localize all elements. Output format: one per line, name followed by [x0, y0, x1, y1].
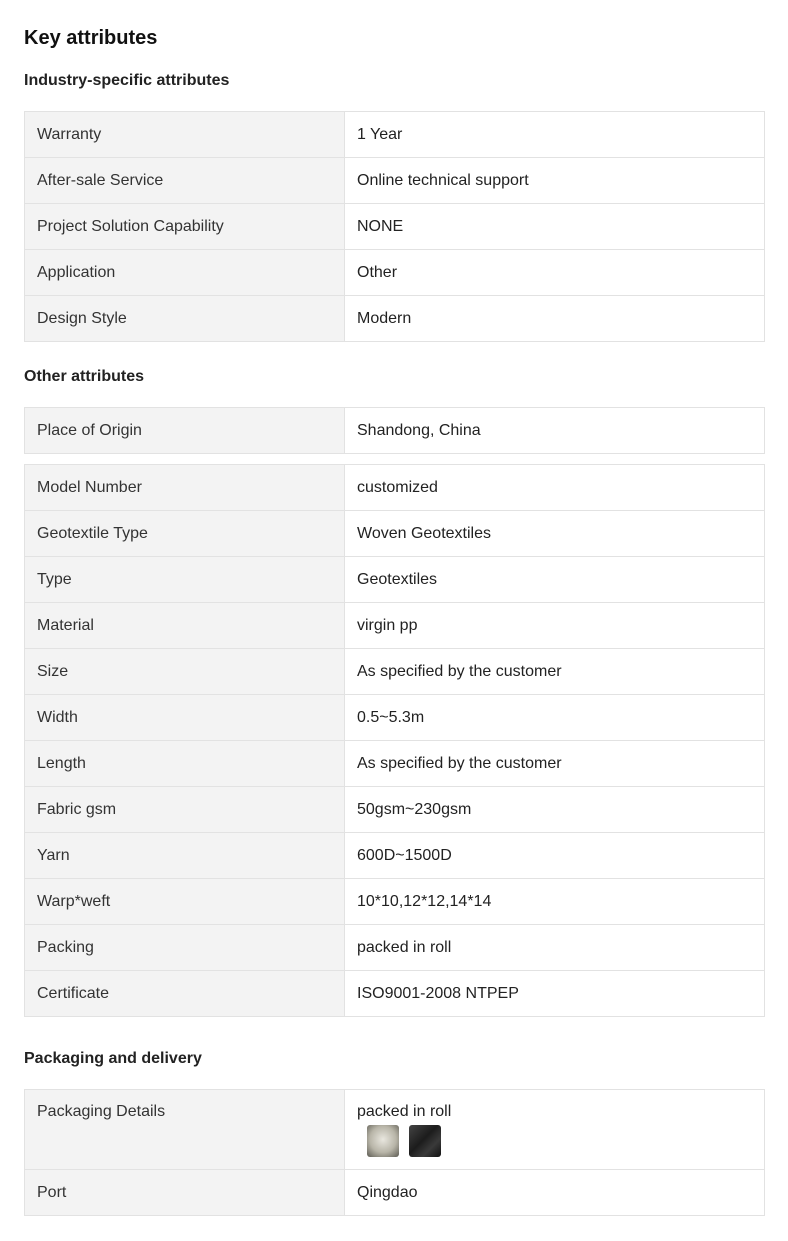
table-row	[25, 925, 765, 971]
attr-key: Design Style	[25, 296, 345, 342]
table-row	[25, 787, 765, 833]
table-row	[25, 971, 765, 1017]
packaging-photo-thumbnail[interactable]	[367, 1125, 399, 1157]
attr-key: Warp*weft	[25, 879, 345, 925]
attr-key: Size	[25, 649, 345, 695]
table-row	[25, 879, 765, 925]
table-row	[25, 204, 765, 250]
attr-value: customized	[345, 465, 765, 511]
attr-value: Geotextiles	[345, 557, 765, 603]
attr-value: NONE	[345, 204, 765, 250]
packaging-photo-thumbnail[interactable]	[409, 1125, 441, 1157]
table-row	[25, 511, 765, 557]
attr-key: Application	[25, 250, 345, 296]
attr-key: Yarn	[25, 833, 345, 879]
table-row	[25, 408, 765, 454]
attr-value: 0.5~5.3m	[345, 695, 765, 741]
table-row	[25, 296, 765, 342]
attr-value: packed in roll	[345, 925, 765, 971]
table-row	[25, 649, 765, 695]
attr-value: 50gsm~230gsm	[345, 787, 765, 833]
table-row	[25, 1170, 765, 1216]
section-heading-industry: Industry-specific attributes	[24, 72, 230, 89]
attr-value: 1 Year	[345, 112, 765, 158]
attr-key: Fabric gsm	[25, 787, 345, 833]
other-attributes-table	[24, 464, 765, 1017]
table-row	[25, 465, 765, 511]
origin-table	[24, 407, 765, 454]
table-row	[25, 158, 765, 204]
section-heading-packaging: Packaging and delivery	[24, 1050, 202, 1067]
attr-key: After-sale Service	[25, 158, 345, 204]
packaging-table	[24, 1089, 765, 1216]
attr-key: Geotextile Type	[25, 511, 345, 557]
attr-value: packed in roll	[357, 1103, 452, 1120]
table-row	[25, 1090, 765, 1170]
attr-key: Length	[25, 741, 345, 787]
attr-key: Packing	[25, 925, 345, 971]
attr-value: Woven Geotextiles	[345, 511, 765, 557]
attr-value: 10*10,12*12,14*14	[345, 879, 765, 925]
section-heading-other: Other attributes	[24, 368, 145, 385]
attr-key: Model Number	[25, 465, 345, 511]
table-row	[25, 695, 765, 741]
attr-key: Certificate	[25, 971, 345, 1017]
attr-value: As specified by the customer	[345, 741, 765, 787]
attr-value: Shandong, China	[345, 408, 765, 454]
page-title: Key attributes	[24, 27, 158, 49]
attr-value-cell	[345, 1090, 765, 1170]
table-row	[25, 833, 765, 879]
attr-key: Packaging Details	[25, 1090, 345, 1170]
table-row	[25, 603, 765, 649]
attr-key: Warranty	[25, 112, 345, 158]
table-row	[25, 112, 765, 158]
table-row	[25, 557, 765, 603]
table-row	[25, 250, 765, 296]
packaging-thumbnails	[357, 1125, 752, 1157]
attr-key: Type	[25, 557, 345, 603]
industry-attributes-table	[24, 111, 765, 342]
attr-value: Other	[345, 250, 765, 296]
attr-key: Material	[25, 603, 345, 649]
attr-value: virgin pp	[345, 603, 765, 649]
attr-key: Project Solution Capability	[25, 204, 345, 250]
table-row	[25, 741, 765, 787]
attr-value: 600D~1500D	[345, 833, 765, 879]
attr-key: Width	[25, 695, 345, 741]
attr-value: Modern	[345, 296, 765, 342]
attr-key: Place of Origin	[25, 408, 345, 454]
attr-value: As specified by the customer	[345, 649, 765, 695]
attr-value: ISO9001-2008 NTPEP	[345, 971, 765, 1017]
attr-key: Port	[25, 1170, 345, 1216]
attr-value: Online technical support	[345, 158, 765, 204]
attr-value: Qingdao	[345, 1170, 765, 1216]
